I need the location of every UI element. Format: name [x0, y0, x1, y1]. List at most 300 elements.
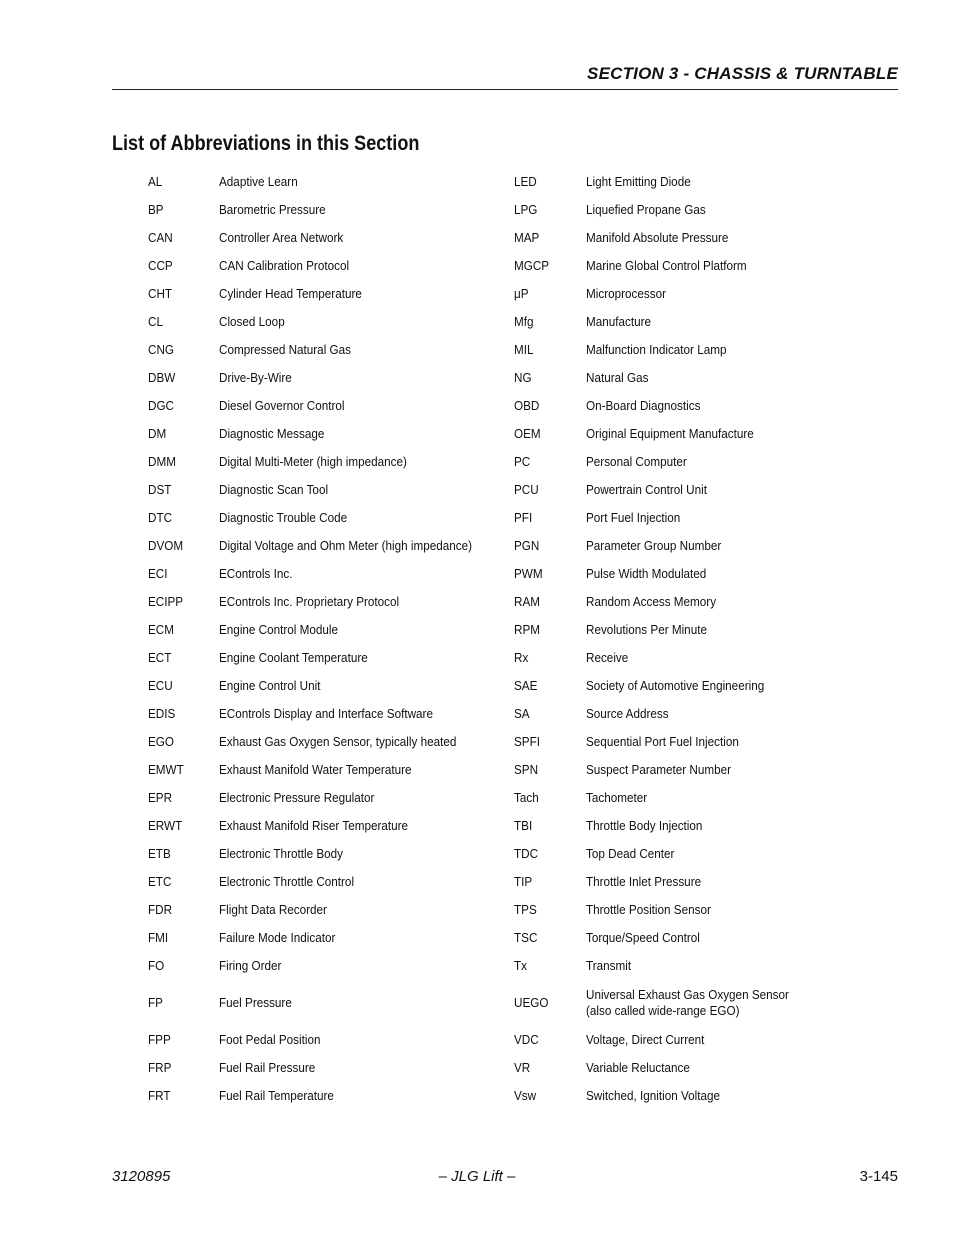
description-left-cell: [219, 448, 514, 476]
description-left: Adaptive Learn: [219, 174, 298, 189]
description-left-cell: [219, 840, 514, 868]
description-right-cell: [586, 420, 811, 448]
abbreviation-right: VR: [514, 1060, 531, 1075]
abbreviation-left: ECI: [148, 566, 168, 581]
description-left: EControls Display and Interface Software: [219, 706, 433, 721]
abbreviation-left-cell: [148, 420, 219, 448]
abbreviation-left: CAN: [148, 230, 173, 245]
abbreviation-right-cell: [514, 980, 586, 1026]
abbreviation-right-cell: [514, 224, 586, 252]
abbreviation-left-cell: [148, 336, 219, 364]
abbreviation-left: AL: [148, 174, 163, 189]
abbreviation-right: Tx: [514, 958, 528, 973]
abbreviation-left: ECT: [148, 650, 172, 665]
description-left: Barometric Pressure: [219, 202, 326, 217]
abbreviation-left-cell: [148, 560, 219, 588]
abbreviation-right-cell: [514, 812, 586, 840]
abbreviation-right-cell: [514, 588, 586, 616]
abbreviation-row: [148, 168, 811, 196]
abbreviation-left: EPR: [148, 790, 173, 805]
abbreviation-left-cell: [148, 616, 219, 644]
description-left: Engine Coolant Temperature: [219, 650, 368, 665]
abbreviation-row: [148, 224, 811, 252]
abbreviation-left: CHT: [148, 286, 173, 301]
description-left-cell: [219, 364, 514, 392]
description-right: Tachometer: [586, 790, 648, 805]
description-left-cell: [219, 812, 514, 840]
description-right: Source Address: [586, 706, 669, 721]
abbreviation-left-cell: [148, 280, 219, 308]
abbreviation-row: [148, 364, 811, 392]
description-left: Firing Order: [219, 958, 282, 973]
description-right: Throttle Position Sensor: [586, 902, 711, 917]
description-left: Exhaust Gas Oxygen Sensor, typically heated: [219, 734, 457, 749]
abbreviation-left: DM: [148, 426, 167, 441]
description-right: Light Emitting Diode: [586, 174, 691, 189]
description-right: Receive: [586, 650, 629, 665]
abbreviation-row: [148, 756, 811, 784]
abbreviation-left: EDIS: [148, 706, 176, 721]
abbreviation-row: [148, 336, 811, 364]
description-left-cell: [219, 420, 514, 448]
abbreviation-left: FDR: [148, 902, 173, 917]
abbreviation-right-cell: [514, 840, 586, 868]
abbreviation-right-cell: [514, 616, 586, 644]
abbreviation-right-cell: [514, 644, 586, 672]
description-left-cell: [219, 700, 514, 728]
description-left-cell: [219, 224, 514, 252]
abbreviation-left: EMWT: [148, 762, 184, 777]
abbreviation-row: [148, 868, 811, 896]
description-right-cell: [586, 952, 811, 980]
description-right-cell: [586, 448, 811, 476]
description-right: Voltage, Direct Current: [586, 1032, 705, 1047]
description-left-cell: [219, 616, 514, 644]
abbreviation-right: NG: [514, 370, 532, 385]
abbreviation-left-cell: [148, 952, 219, 980]
description-right-cell: [586, 644, 811, 672]
abbreviation-right: TBI: [514, 818, 533, 833]
description-right-cell: [586, 896, 811, 924]
description-right: Random Access Memory: [586, 594, 717, 609]
description-left-cell: [219, 168, 514, 196]
abbreviation-row: [148, 308, 811, 336]
description-right: Variable Reluctance: [586, 1060, 690, 1075]
description-right: Suspect Parameter Number: [586, 762, 732, 777]
abbreviation-left: ECIPP: [148, 594, 184, 609]
description-left: Diagnostic Message: [219, 426, 325, 441]
abbreviation-left: CCP: [148, 258, 173, 273]
description-left-cell: [219, 532, 514, 560]
abbreviation-right: PCU: [514, 482, 539, 497]
description-left: Exhaust Manifold Riser Temperature: [219, 818, 409, 833]
section-header: SECTION 3 - CHASSIS & TURNTABLE: [587, 64, 898, 83]
description-right-cell: [586, 840, 811, 868]
abbreviation-right: TPS: [514, 902, 537, 917]
description-right-cell: [586, 336, 811, 364]
abbreviation-right-cell: [514, 728, 586, 756]
description-left: Electronic Throttle Body: [219, 846, 344, 861]
abbreviation-left-cell: [148, 224, 219, 252]
description-left-cell: [219, 1054, 514, 1082]
abbreviation-right-cell: [514, 924, 586, 952]
description-right-cell: [586, 588, 811, 616]
abbreviation-right-cell: [514, 868, 586, 896]
abbreviation-row: [148, 448, 811, 476]
description-right-cell: [586, 672, 811, 700]
header-rule: [112, 89, 898, 90]
abbreviation-right: OBD: [514, 398, 540, 413]
abbreviation-left-cell: [148, 448, 219, 476]
abbreviation-right: TDC: [514, 846, 539, 861]
description-left: Fuel Rail Pressure: [219, 1060, 316, 1075]
abbreviation-left-cell: [148, 756, 219, 784]
description-left-cell: [219, 196, 514, 224]
abbreviation-right-cell: [514, 252, 586, 280]
description-right: Original Equipment Manufacture: [586, 426, 754, 441]
abbreviation-left: DGC: [148, 398, 175, 413]
description-right-cell: [586, 476, 811, 504]
description-left-cell: [219, 560, 514, 588]
abbreviation-row: [148, 896, 811, 924]
description-right: Manufacture: [586, 314, 652, 329]
description-right: Sequential Port Fuel Injection: [586, 734, 739, 749]
abbreviation-left-cell: [148, 196, 219, 224]
abbreviation-left-cell: [148, 364, 219, 392]
abbreviation-right-cell: [514, 896, 586, 924]
description-right-cell: [586, 532, 811, 560]
description-left: Compressed Natural Gas: [219, 342, 352, 357]
abbreviation-left-cell: [148, 644, 219, 672]
abbreviation-row: [148, 392, 811, 420]
description-left: EControls Inc. Proprietary Protocol: [219, 594, 400, 609]
abbreviation-left-cell: [148, 1054, 219, 1082]
abbreviation-left: DST: [148, 482, 172, 497]
description-left: Fuel Pressure: [219, 995, 292, 1010]
abbreviation-left: EGO: [148, 734, 175, 749]
description-left-cell: [219, 392, 514, 420]
description-left: Electronic Pressure Regulator: [219, 790, 375, 805]
abbreviation-row: [148, 532, 811, 560]
abbreviation-left: DMM: [148, 454, 176, 469]
abbreviation-left-cell: [148, 896, 219, 924]
abbreviation-row: [148, 588, 811, 616]
description-right: Universal Exhaust Gas Oxygen Sensor: [586, 987, 789, 1002]
description-right: Microprocessor: [586, 286, 666, 301]
description-right-cell: [586, 700, 811, 728]
document-number: 3120895: [112, 1168, 171, 1185]
abbreviation-row: [148, 1082, 811, 1110]
abbreviation-right-cell: [514, 700, 586, 728]
abbreviation-right: UEGO: [514, 995, 549, 1010]
description-right: Manifold Absolute Pressure: [586, 230, 729, 245]
abbreviation-left: ECU: [148, 678, 173, 693]
abbreviation-right: PWM: [514, 566, 543, 581]
description-left: CAN Calibration Protocol: [219, 258, 350, 273]
abbreviation-row: [148, 784, 811, 812]
abbreviation-right: RAM: [514, 594, 541, 609]
description-left: Cylinder Head Temperature: [219, 286, 362, 301]
abbreviation-right-cell: [514, 448, 586, 476]
description-left: Engine Control Module: [219, 622, 339, 637]
abbreviation-left-cell: [148, 308, 219, 336]
description-right: Liquefied Propane Gas: [586, 202, 706, 217]
description-right: Personal Computer: [586, 454, 687, 469]
description-left-cell: [219, 672, 514, 700]
description-right-cell: [586, 280, 811, 308]
description-right-cell: [586, 784, 811, 812]
abbreviation-right: SPFI: [514, 734, 541, 749]
description-left: Failure Mode Indicator: [219, 930, 336, 945]
description-left: EControls Inc.: [219, 566, 293, 581]
abbreviation-left: ETB: [148, 846, 171, 861]
abbreviation-left-cell: [148, 672, 219, 700]
abbreviation-left: CL: [148, 314, 163, 329]
description-left-cell: [219, 308, 514, 336]
description-left-cell: [219, 980, 514, 1026]
page-number: 3-145: [859, 1168, 898, 1185]
abbreviation-right-cell: [514, 420, 586, 448]
abbreviation-right: μP: [514, 286, 529, 301]
abbreviation-right-cell: [514, 196, 586, 224]
description-left: Diagnostic Trouble Code: [219, 510, 348, 525]
description-right: Throttle Body Injection: [586, 818, 703, 833]
description-right-cell: [586, 728, 811, 756]
description-left-cell: [219, 1026, 514, 1054]
abbreviation-right-cell: [514, 952, 586, 980]
abbreviation-right: Vsw: [514, 1088, 537, 1103]
description-right: Powertrain Control Unit: [586, 482, 707, 497]
description-right-cell: [586, 924, 811, 952]
abbreviation-right-cell: [514, 1082, 586, 1110]
description-left: Engine Control Unit: [219, 678, 321, 693]
abbreviation-left: DVOM: [148, 538, 184, 553]
footer-brand: – JLG Lift –: [438, 1168, 516, 1185]
abbreviation-right: LPG: [514, 202, 538, 217]
abbreviation-left-cell: [148, 700, 219, 728]
abbreviation-left-cell: [148, 476, 219, 504]
abbreviation-right: VDC: [514, 1032, 539, 1047]
abbreviation-left-cell: [148, 168, 219, 196]
description-right: Marine Global Control Platform: [586, 258, 747, 273]
abbreviation-right-cell: [514, 784, 586, 812]
abbreviation-left: ERWT: [148, 818, 183, 833]
abbreviation-right: Tach: [514, 790, 539, 805]
description-right: Port Fuel Injection: [586, 510, 681, 525]
abbreviation-row: [148, 196, 811, 224]
description-right: Malfunction Indicator Lamp: [586, 342, 727, 357]
abbreviation-left: FRP: [148, 1060, 172, 1075]
abbreviation-left: DBW: [148, 370, 176, 385]
abbreviation-right-cell: [514, 1054, 586, 1082]
abbreviation-right-cell: [514, 756, 586, 784]
abbreviation-row: [148, 420, 811, 448]
description-right: Natural Gas: [586, 370, 649, 385]
description-left: Closed Loop: [219, 314, 285, 329]
description-right: Throttle Inlet Pressure: [586, 874, 702, 889]
abbreviation-row: [148, 252, 811, 280]
abbreviations-table: [148, 168, 811, 1110]
description-right-cell: [586, 196, 811, 224]
abbreviation-left-cell: [148, 532, 219, 560]
description-right: Pulse Width Modulated: [586, 566, 707, 581]
description-left: Flight Data Recorder: [219, 902, 327, 917]
abbreviation-row: [148, 504, 811, 532]
abbreviation-left-cell: [148, 868, 219, 896]
description-right: Top Dead Center: [586, 846, 675, 861]
abbreviation-row: [148, 672, 811, 700]
abbreviation-right-cell: [514, 672, 586, 700]
abbreviation-left: FO: [148, 958, 165, 973]
abbreviation-right: SPN: [514, 762, 539, 777]
abbreviation-left: ETC: [148, 874, 172, 889]
abbreviation-right: PC: [514, 454, 531, 469]
abbreviation-left-cell: [148, 392, 219, 420]
abbreviation-right-cell: [514, 504, 586, 532]
description-right-cell: [586, 364, 811, 392]
description-left: Diagnostic Scan Tool: [219, 482, 329, 497]
description-left: Controller Area Network: [219, 230, 344, 245]
abbreviation-left-cell: [148, 840, 219, 868]
description-left-cell: [219, 924, 514, 952]
description-left: Digital Voltage and Ohm Meter (high impedance): [219, 538, 472, 553]
description-right-cell: [586, 868, 811, 896]
description-left-cell: [219, 756, 514, 784]
abbreviation-row: [148, 644, 811, 672]
abbreviation-row: [148, 560, 811, 588]
abbreviation-right: TIP: [514, 874, 533, 889]
abbreviation-right: OEM: [514, 426, 541, 441]
abbreviation-row: [148, 616, 811, 644]
description-right-cell: [586, 560, 811, 588]
abbreviation-row: [148, 1026, 811, 1054]
abbreviation-right: LED: [514, 174, 537, 189]
abbreviation-left: ECM: [148, 622, 175, 637]
description-left-cell: [219, 252, 514, 280]
description-right-cell: [586, 1026, 811, 1054]
description-left-cell: [219, 952, 514, 980]
abbreviation-left-cell: [148, 252, 219, 280]
description-left: Exhaust Manifold Water Temperature: [219, 762, 412, 777]
abbreviation-right-cell: [514, 476, 586, 504]
description-left-cell: [219, 1082, 514, 1110]
description-left-cell: [219, 336, 514, 364]
description-left-cell: [219, 896, 514, 924]
description-left-cell: [219, 868, 514, 896]
abbreviation-right-cell: [514, 336, 586, 364]
description-left-cell: [219, 644, 514, 672]
abbreviation-row: [148, 700, 811, 728]
abbreviation-right-cell: [514, 280, 586, 308]
abbreviation-left-cell: [148, 1026, 219, 1054]
abbreviation-right-cell: [514, 364, 586, 392]
description-left-cell: [219, 476, 514, 504]
description-right-cell: [586, 616, 811, 644]
description-right-cell: [586, 812, 811, 840]
description-right: Switched, Ignition Voltage: [586, 1088, 721, 1103]
abbreviation-right-cell: [514, 392, 586, 420]
abbreviation-row: [148, 728, 811, 756]
abbreviation-row: [148, 280, 811, 308]
abbreviation-row: [148, 952, 811, 980]
abbreviation-row: [148, 1054, 811, 1082]
abbreviation-row: [148, 924, 811, 952]
description-right-cell: [586, 224, 811, 252]
abbreviations-table-body: [148, 168, 811, 1110]
abbreviation-right: PGN: [514, 538, 540, 553]
description-left-cell: [219, 588, 514, 616]
abbreviation-left-cell: [148, 504, 219, 532]
abbreviation-left-cell: [148, 728, 219, 756]
abbreviation-right: MAP: [514, 230, 540, 245]
description-left: Drive-By-Wire: [219, 370, 292, 385]
description-right-line2: (also called wide-range EGO): [586, 1003, 740, 1018]
abbreviation-right: MGCP: [514, 258, 550, 273]
description-right-cell: [586, 980, 811, 1026]
description-right-cell: [586, 308, 811, 336]
abbreviation-left-cell: [148, 784, 219, 812]
abbreviation-right-cell: [514, 168, 586, 196]
abbreviation-left: CNG: [148, 342, 175, 357]
abbreviation-right: SAE: [514, 678, 538, 693]
abbreviation-left-cell: [148, 588, 219, 616]
abbreviation-left: DTC: [148, 510, 173, 525]
abbreviation-left: FPP: [148, 1032, 171, 1047]
abbreviation-right-cell: [514, 1026, 586, 1054]
abbreviation-left: BP: [148, 202, 164, 217]
description-right: Revolutions Per Minute: [586, 622, 707, 637]
abbreviation-right: MIL: [514, 342, 534, 357]
description-left-cell: [219, 504, 514, 532]
abbreviation-left-cell: [148, 812, 219, 840]
abbreviation-left: FMI: [148, 930, 169, 945]
abbreviation-right: Rx: [514, 650, 529, 665]
description-right: On-Board Diagnostics: [586, 398, 701, 413]
abbreviation-right: PFI: [514, 510, 533, 525]
page-title: List of Abbreviations in this Section: [112, 132, 420, 155]
description-right-cell: [586, 756, 811, 784]
abbreviation-left: FP: [148, 995, 163, 1010]
description-left-cell: [219, 728, 514, 756]
abbreviation-right: Mfg: [514, 314, 534, 329]
abbreviation-left-cell: [148, 980, 219, 1026]
description-left: Electronic Throttle Control: [219, 874, 355, 889]
description-right-cell: [586, 504, 811, 532]
abbreviation-right-cell: [514, 560, 586, 588]
description-left: Digital Multi-Meter (high impedance): [219, 454, 407, 469]
abbreviation-left-cell: [148, 924, 219, 952]
abbreviation-right: RPM: [514, 622, 541, 637]
description-left: Diesel Governor Control: [219, 398, 345, 413]
description-left-cell: [219, 280, 514, 308]
abbreviation-right: TSC: [514, 930, 538, 945]
description-right: Transmit: [586, 958, 632, 973]
abbreviation-right-cell: [514, 308, 586, 336]
description-left: Foot Pedal Position: [219, 1032, 321, 1047]
abbreviation-row: [148, 476, 811, 504]
description-right-cell: [586, 252, 811, 280]
description-right: Parameter Group Number: [586, 538, 722, 553]
description-right: Society of Automotive Engineering: [586, 678, 765, 693]
description-right-cell: [586, 1082, 811, 1110]
description-right-cell: [586, 1054, 811, 1082]
abbreviation-left: FRT: [148, 1088, 171, 1103]
description-right: Torque/Speed Control: [586, 930, 700, 945]
abbreviation-row: [148, 980, 811, 1026]
abbreviation-left-cell: [148, 1082, 219, 1110]
description-right-cell: [586, 392, 811, 420]
abbreviation-right: SA: [514, 706, 530, 721]
